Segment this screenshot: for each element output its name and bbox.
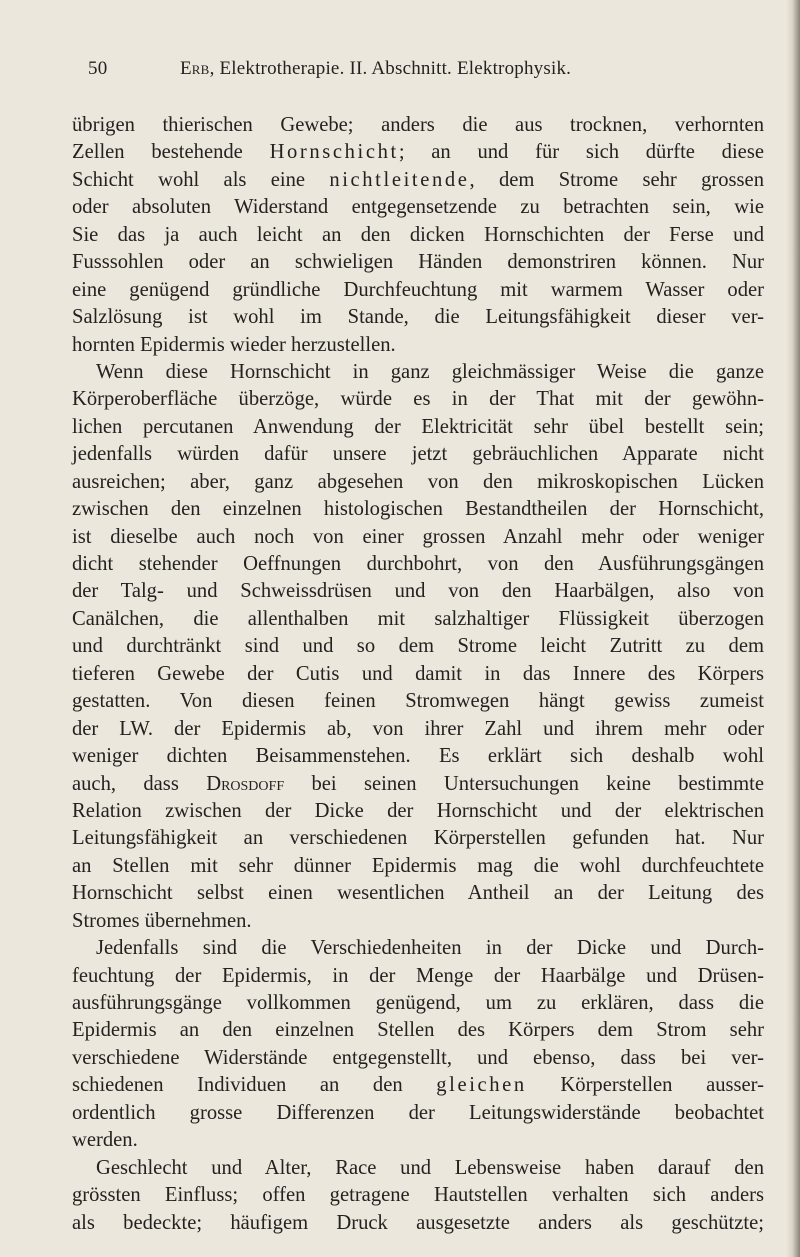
running-title <box>180 58 571 80</box>
text-line: weniger dichten Beisammenstehen. Es erklärt sich deshalb wohl <box>72 745 764 768</box>
page-number: 50 <box>88 58 108 79</box>
text-line: verschiedene Widerstände entgegenstellt, und ebenso, dass bei ver- <box>72 1046 764 1069</box>
text-line: Relation zwischen der Dicke der Hornschicht und der elektrischen <box>72 799 764 822</box>
text-line: schiedenen Individuen an den gleichen Körperstellen ausser- <box>72 1074 764 1097</box>
text-line: Schicht wohl als eine nichtleitende, dem Strome sehr grossen <box>72 168 764 191</box>
author-name: Erb <box>180 58 210 79</box>
text-line: eine genügend gründliche Durchfeuchtung mit warmem Wasser oder <box>72 278 764 301</box>
text-line: ausführungsgänge vollkommen genügend, um zu erklären, dass die <box>72 992 764 1014</box>
text-line: Leitungsfähigkeit an verschiedenen Körperstellen gefunden hat. Nur <box>72 827 764 850</box>
text-line: Sie das ja auch leicht an den dicken Hornschichten der Ferse und <box>72 223 764 246</box>
text-line: der Talg- und Schweissdrüsen und von den Haarbälgen, also von <box>72 580 764 603</box>
running-title-rest: , Elektrotherapie. II. Abschnitt. Elektrophysik. <box>209 58 572 79</box>
text-line: lichen percutanen Anwendung der Elektricität sehr übel bestellt sein; <box>72 415 764 438</box>
emphasized-term: nichtleitende <box>329 168 470 191</box>
text-line: auch, dass Drosdoff bei seinen Untersuchungen keine bestimmte <box>72 772 764 795</box>
text-line: Salzlösung ist wohl im Stande, die Leitungsfähigkeit dieser ver- <box>72 306 764 329</box>
text-line: ordentlich grosse Differenzen der Leitungswiderstände beobachtet <box>72 1101 764 1124</box>
text-line: Jedenfalls sind die Verschiedenheiten in der Dicke und Durch- <box>96 937 764 960</box>
text-line: ist dieselbe auch noch von einer grossen Anzahl mehr oder weniger <box>72 525 764 548</box>
text-line: ausreichen; aber, ganz abgesehen von den mikroskopischen Lücken <box>72 470 764 493</box>
page-edge-shadow <box>786 0 800 1257</box>
text-line: Körperoberfläche überzöge, würde es in der That mit der gewöhn- <box>72 388 764 411</box>
text-line: Stromes übernehmen. <box>72 909 252 932</box>
text-line: Geschlecht und Alter, Race und Lebensweise haben darauf den <box>96 1156 764 1179</box>
text-line: Hornschicht selbst einen wesentlichen Antheil an der Leitung des <box>72 882 764 905</box>
text-line: oder absoluten Widerstand entgegensetzende zu betrachten sein, wie <box>72 196 764 219</box>
text-line: Epidermis an den einzelnen Stellen des Körpers dem Strom sehr <box>72 1019 764 1042</box>
body-text <box>72 112 764 1237</box>
text-line: an Stellen mit sehr dünner Epidermis mag die wohl durchfeuchtete <box>72 854 764 877</box>
text-line: Canälchen, die allenthalben mit salzhaltiger Flüssigkeit überzogen <box>72 607 764 630</box>
cited-author: Drosdoff <box>206 772 285 795</box>
text-line: zwischen den einzelnen histologischen Bestandtheilen der Hornschicht, <box>72 498 764 521</box>
text-line: übrigen thierischen Gewebe; anders die aus trocknen, verhornten <box>72 114 764 136</box>
text-line: gestatten. Von diesen feinen Stromwegen hängt gewiss zumeist <box>72 690 764 713</box>
text-line: Zellen bestehende Hornschicht; an und für sich dürfte diese <box>72 141 764 164</box>
text-line: werden. <box>72 1129 138 1152</box>
text-line: dicht stehender Oeffnungen durchbohrt, von den Ausführungsgängen <box>72 553 764 575</box>
text-line: feuchtung der Epidermis, in der Menge der Haarbälge und Drüsen- <box>72 964 764 987</box>
text-line: jedenfalls würden dafür unsere jetzt gebräuchlichen Apparate nicht <box>72 443 764 466</box>
text-line: als bedeckte; häufigem Druck ausgesetzte anders als geschützte; <box>72 1211 764 1234</box>
emphasized-term: gleichen <box>436 1074 527 1097</box>
emphasized-term: Hornschicht <box>269 141 399 164</box>
text-line: der LW. der Epidermis ab, von ihrer Zahl und ihrem mehr oder <box>72 717 764 740</box>
text-line: und durchtränkt sind und so dem Strome leicht Zutritt zu dem <box>72 635 764 658</box>
text-line: hornten Epidermis wieder herzustellen. <box>72 333 396 356</box>
text-line: Wenn diese Hornschicht in ganz gleichmässiger Weise die ganze <box>96 360 764 383</box>
text-line: grössten Einfluss; offen getragene Hautstellen verhalten sich anders <box>72 1184 764 1207</box>
text-line: Fusssohlen oder an schwieligen Händen demonstriren können. Nur <box>72 251 764 274</box>
text-line: tieferen Gewebe der Cutis und damit in das Innere des Körpers <box>72 662 764 685</box>
